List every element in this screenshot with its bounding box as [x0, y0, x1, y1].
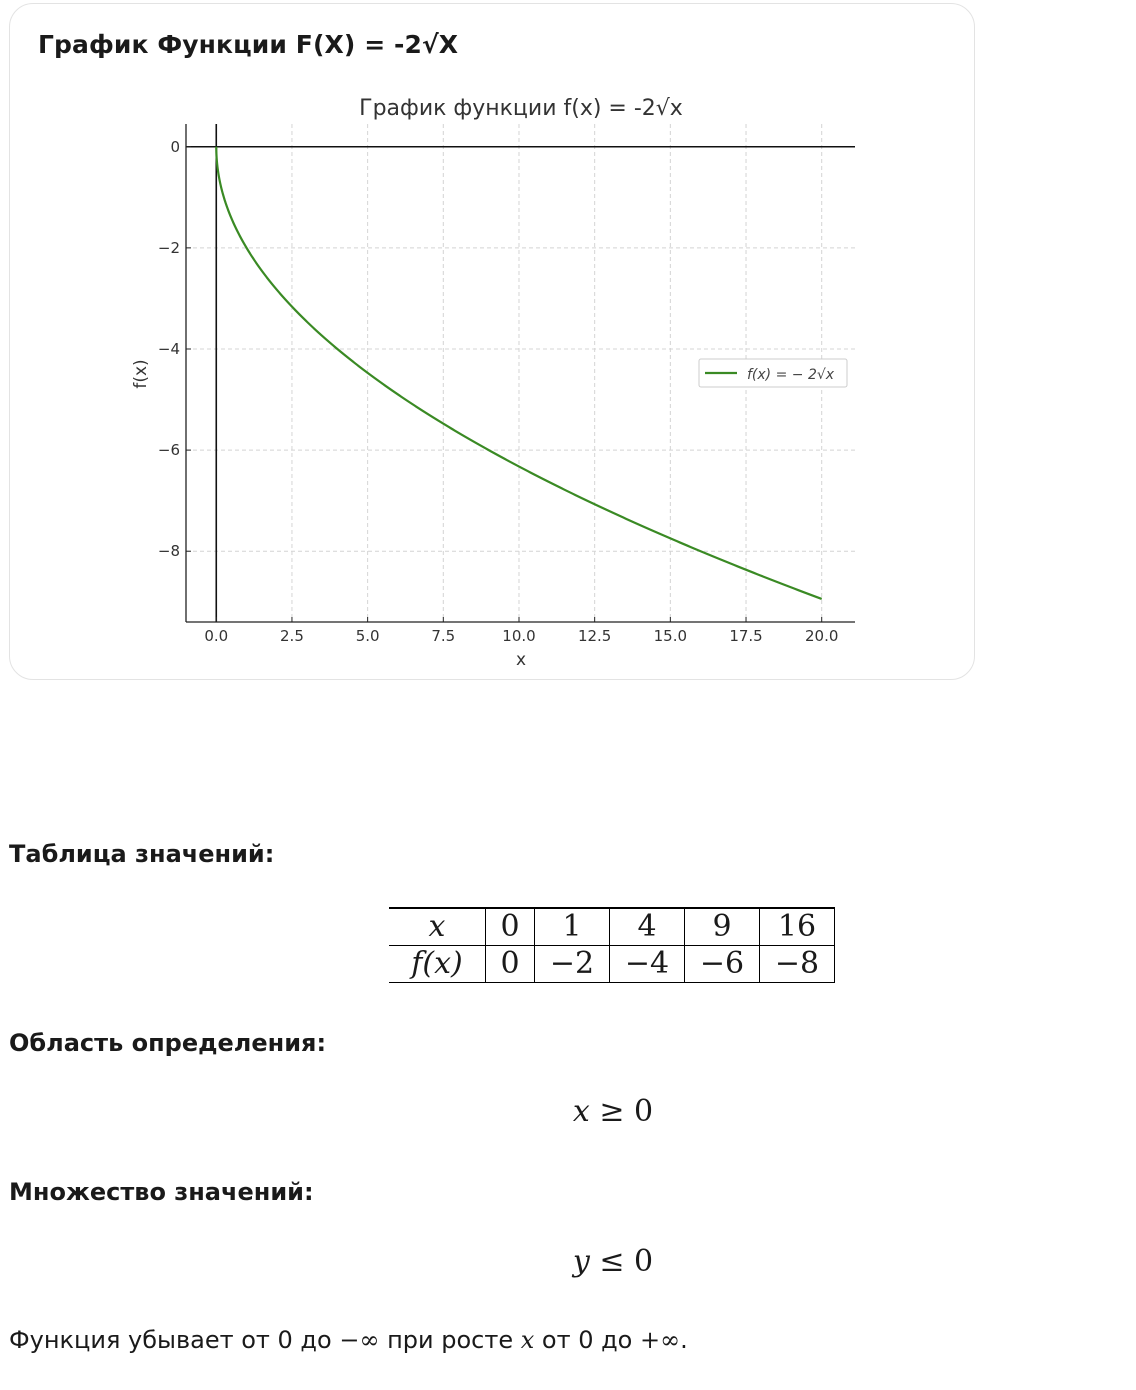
x-tick-label: 5.0 [355, 627, 380, 645]
table-heading: Таблица значений: [9, 840, 275, 868]
range-formula [0, 1244, 1136, 1279]
x-tick-label: 0.0 [204, 627, 229, 645]
range-value: 0 [634, 1244, 654, 1279]
range-relation: ≤ [599, 1244, 625, 1279]
neg-infinity: −∞ [339, 1326, 380, 1354]
x-tick-label: 12.5 [577, 627, 612, 645]
x-tick-label: 7.5 [431, 627, 456, 645]
conclusion-part2: при росте [379, 1326, 521, 1354]
table-cell: 0 [486, 908, 535, 946]
chart-title: График функции f(x) = -2√x [359, 96, 683, 121]
pos-infinity: +∞ [640, 1326, 681, 1354]
domain-relation: ≥ [599, 1094, 625, 1129]
domain-formula [0, 1094, 1136, 1129]
conclusion-part4: . [680, 1326, 688, 1354]
table-cell: 4 [610, 908, 685, 946]
y-tick-label: −4 [157, 339, 180, 358]
table-cell: −2 [535, 946, 610, 983]
card-title: График Функции F(X) = -2√X [38, 30, 459, 59]
table-cell: 0 [486, 946, 535, 983]
x-tick-label: 20.0 [804, 627, 839, 645]
x-tick-label: 15.0 [653, 627, 688, 645]
values-table [389, 907, 835, 983]
domain-heading: Область определения: [9, 1029, 327, 1057]
table-cell: −6 [685, 946, 760, 983]
legend-label: f(x) = − 2√x [747, 367, 835, 383]
chart-ticks [158, 138, 839, 645]
y-tick-label: −8 [157, 542, 180, 561]
y-tick-label: −6 [157, 441, 180, 460]
table-cell: −8 [760, 946, 835, 983]
y-tick-label: 0 [170, 137, 180, 156]
x-tick-label: 17.5 [729, 627, 763, 645]
row-label-fx: f(x) [389, 946, 486, 983]
table-row-x [389, 908, 835, 946]
chart-legend [699, 359, 847, 387]
domain-value: 0 [634, 1094, 654, 1129]
table-cell: −4 [610, 946, 685, 983]
table-row-fx [389, 946, 835, 983]
table-cell: 16 [760, 908, 835, 946]
table-cell: 1 [535, 908, 610, 946]
conclusion-text [9, 1326, 688, 1354]
x-axis-label: x [515, 650, 527, 670]
row-label-x: x [389, 908, 486, 946]
y-axis-label: f(x) [131, 359, 151, 389]
range-heading: Множество значений: [9, 1178, 314, 1206]
conclusion-part1: Функция убывает от 0 до [9, 1326, 340, 1354]
y-tick-label: −2 [157, 238, 180, 257]
function-chart [0, 0, 1136, 690]
table-cell: 9 [685, 908, 760, 946]
conclusion-part3: от 0 до [534, 1326, 640, 1354]
range-var: y [572, 1244, 590, 1279]
domain-var: x [572, 1094, 590, 1129]
x-tick-label: 2.5 [280, 627, 304, 645]
conclusion-var: x [520, 1326, 535, 1354]
x-tick-label: 10.0 [502, 627, 536, 645]
